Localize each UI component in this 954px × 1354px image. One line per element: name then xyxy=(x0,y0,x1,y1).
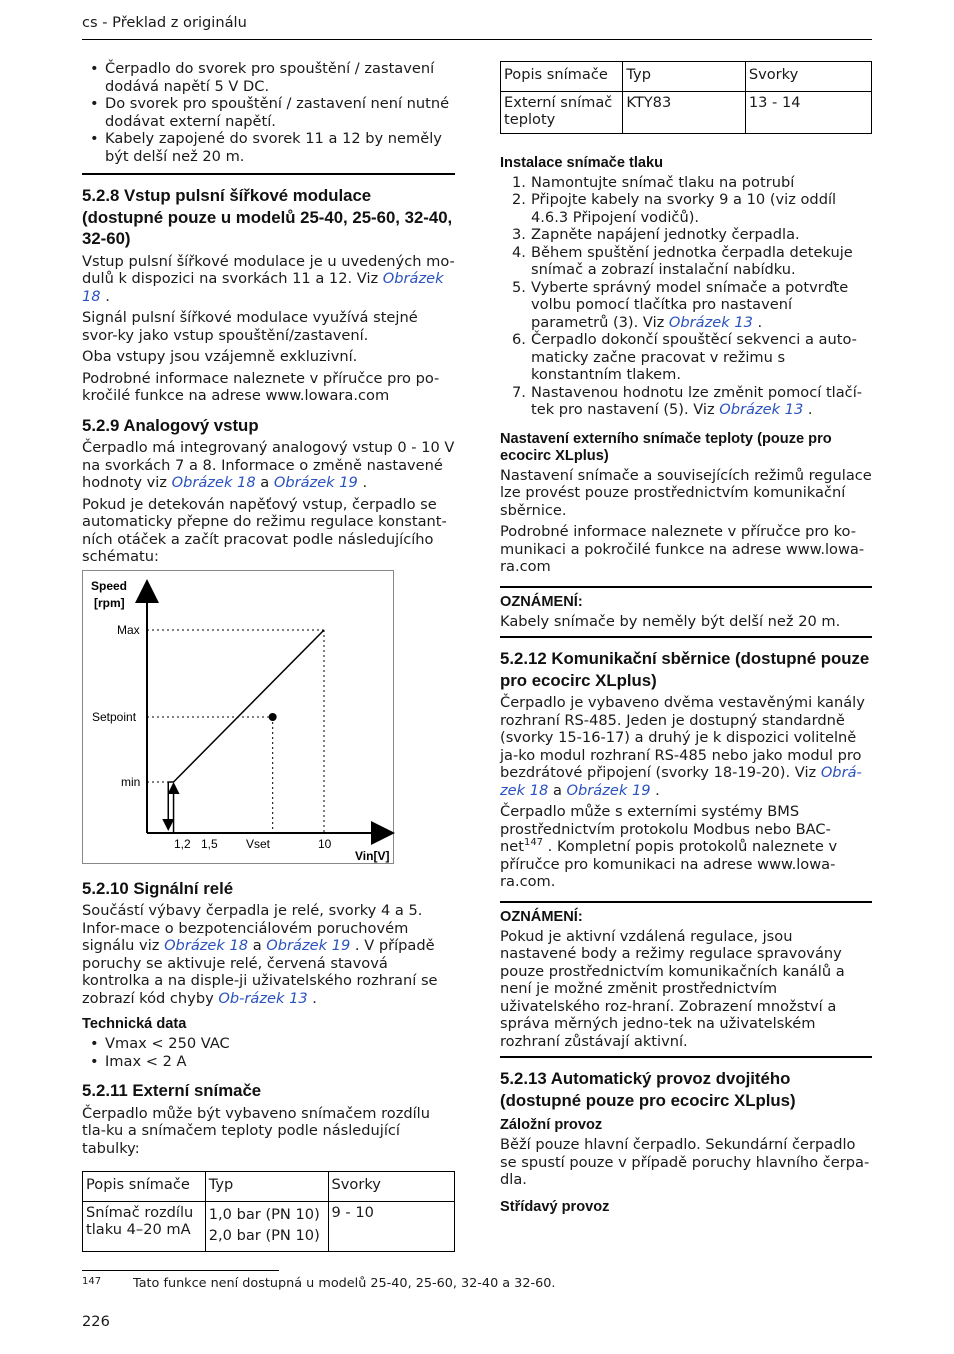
table-cell: 1,0 bar (PN 10) 2,0 bar (PN 10) xyxy=(205,1201,328,1251)
figure-link[interactable]: Obrázek 18 xyxy=(171,474,256,491)
footnote-number: 147 xyxy=(82,1276,102,1287)
section-divider xyxy=(82,173,455,175)
paragraph: Podrobné informace naleznete v příručce pro ko-munikaci a pokročilé funkce na adrese www.lowa-ra.com xyxy=(500,523,865,575)
table-cell: KTY83 xyxy=(623,91,745,133)
paragraph: Čerpadlo může být vybaveno snímačem rozdílu tla-ku a snímačem teploty podle následující tabulky: xyxy=(82,1104,430,1157)
tech-data-list xyxy=(82,1035,455,1070)
section-title-5213: 5.2.13 Automatický provoz dvojitého (dostupné pouze pro ecocirc XLplus) xyxy=(500,1069,796,1110)
install-steps xyxy=(500,174,872,419)
y-tick-min: min xyxy=(121,774,141,789)
paragraph: Součástí výbavy čerpadla je relé, svorky 4 a 5. Infor-mace o bezpotenciálovém poruchovém signálu viz Obrázek 18 a Obrázek 19 . V případě poruchy se aktivuje relé, červená stavová kontrolka a na disple-ji uživatelského rozhraní se zobrazí kód chyby Ob-rázek 13 . xyxy=(82,902,438,1007)
list-item: 2. Připojte kabely na svorky 9 a 10 (viz oddíl 4.6.3 Připojení vodičů). xyxy=(512,191,837,226)
table-row xyxy=(501,91,872,133)
paragraph: Podrobné informace naleznete v příručce pro po-kročilé funkce na adrese www.lowara.com xyxy=(82,369,440,404)
page-number: 226 xyxy=(82,1313,110,1330)
footnote-ref[interactable]: 147 xyxy=(523,837,544,849)
subheading-install: Instalace snímače tlaku xyxy=(500,154,664,171)
figure-link[interactable]: Obrázek 18 xyxy=(82,270,444,305)
notice-text: Kabely snímače by neměly být delší než 20 m. xyxy=(500,612,841,630)
figure-link[interactable]: Obrázek 13 xyxy=(668,313,753,331)
figure-link[interactable]: Obrá-zek 18 xyxy=(500,764,862,799)
paragraph: Oba vstupy jsou vzájemně exkluzivní. xyxy=(82,348,358,365)
list-item: 4. Během spuštění jednotka čerpadla detekuje snímač a zobrazí instalační nabídku. xyxy=(512,243,853,278)
table-header-cell: Svorky xyxy=(328,1172,455,1202)
footnote-rule xyxy=(82,1270,279,1271)
x-axis-label: Vin[V] xyxy=(355,848,390,863)
running-header: cs - Překlad z originálu xyxy=(82,14,247,31)
section-title-5212: 5.2.12 Komunikační sběrnice (dostupné pouze pro ecocirc XLplus) xyxy=(500,649,870,690)
table-header-row xyxy=(501,62,872,92)
section-title-5210: 5.2.10 Signální relé xyxy=(82,878,234,898)
figure-link[interactable]: Obrázek 19 xyxy=(266,937,351,954)
figure-link[interactable]: Obrázek 13 xyxy=(719,401,804,418)
table-header-cell: Popis snímače xyxy=(83,1172,206,1202)
x-tick-1-5: 1,5 xyxy=(201,836,218,851)
section-title-5211: 5.2.11 Externí snímače xyxy=(82,1081,262,1100)
subheading-ext-temp: Nastavení externího snímače teploty (pouze pro ecocirc XLplus) xyxy=(500,430,832,464)
x-tick-vset: Vset xyxy=(246,836,271,851)
table-row xyxy=(83,1201,455,1251)
y-tick-max: Max xyxy=(117,622,140,637)
notice-title: OZNÁMENÍ: xyxy=(500,593,583,610)
figure-link[interactable]: Ob-rázek 13 xyxy=(218,989,308,1007)
intro-bullet-list xyxy=(82,60,455,165)
table-cell: Externí snímač teploty xyxy=(501,91,623,133)
notice-rule-top xyxy=(500,586,872,588)
notice-rule-bottom xyxy=(500,1056,872,1058)
paragraph: Čerpadlo může s externími systémy BMS prostřednictvím protokolu Modbus nebo BAC-net$^{147}$ . Kompletní popis protokolů naleznete v příručce pro komunikaci na adrese www.lowa-ra.com. xyxy=(500,803,838,890)
paragraph: Čerpadlo má integrovaný analogový vstup 0 - 10 V na svorkách 7 a 8. Informace o změně nastavené hodnoty viz Obrázek 18 a Obrázek 19 . xyxy=(82,439,455,491)
y-tick-setpoint: Setpoint xyxy=(92,709,137,724)
temp-sensor-table xyxy=(500,61,872,134)
table-cell: Snímač rozdílu tlaku 4–20 mA xyxy=(83,1201,206,1251)
x-tick-1-2: 1,2 xyxy=(174,836,191,851)
section-title-528: 5.2.8 Vstup pulsní šířkové modulace (dostupné pouze u modelů 25-40, 25-60, 32-40, 32-60) xyxy=(82,186,453,248)
table-cell: 13 - 14 xyxy=(745,91,871,133)
right-column xyxy=(500,61,872,1218)
speed-vin-chart xyxy=(82,570,394,864)
notice-text: Pokud je aktivní vzdálená regulace, jsou nastavené body a režimy regulace spravovány pouze prostřednictvím komunikačních kanálů a není je možné změnit prostřednictvím uživatelského roz-hraní. Zobrazení množství a správa měrných jedno-tek na uživatelském rozhraní zůstávají aktivní. xyxy=(500,927,845,1050)
paragraph: Signál pulsní šířkové modulace využívá stejné svor-ky jako vstup spouštění/zastavení. xyxy=(82,309,418,344)
sensor-table xyxy=(82,1171,455,1252)
notice-rule-top xyxy=(500,901,872,903)
figure-link[interactable]: Obrázek 18 xyxy=(164,937,249,954)
paragraph: Pokud je detekován napěťový vstup, čerpadlo se automaticky přepne do režimu regulace konstant-ních otáček a začít pracovat podle následujícího schématu: xyxy=(82,495,447,565)
list-item: • Čerpadlo do svorek pro spouštění / zastavení dodává napětí 5 V DC. xyxy=(82,60,455,95)
table-header-cell: Svorky xyxy=(745,62,871,92)
figure-link[interactable]: Obrázek 19 xyxy=(273,474,358,491)
list-item: • Kabely zapojené do svorek 11 a 12 by neměly být delší než 20 m. xyxy=(82,130,455,165)
paragraph: Běží pouze hlavní čerpadlo. Sekundární čerpadlo se spustí pouze v případě poruchy hlavního čerpa-dla. xyxy=(500,1136,870,1188)
paragraph: Vstup pulsní šířkové modulace je u uvedených mo-dulů k dispozici na svorkách 11 a 12. Viz Obrázek 18 . xyxy=(82,252,455,305)
y-axis-label: Speed xyxy=(91,578,128,593)
subheading-backup: Záložní provoz xyxy=(500,1117,603,1133)
table-header-row xyxy=(83,1172,455,1202)
notice-rule-bottom xyxy=(500,636,872,638)
list-item: 6. Čerpadlo dokončí spouštěcí sekvenci a auto-maticky začne pracovat v režimu s konstantním tlakem. xyxy=(512,331,857,383)
list-item: 7. Nastavenou hodnotu lze změnit pomocí tlačí-tek pro nastavení (5). Viz Obrázek 13 . xyxy=(512,383,863,418)
header-rule xyxy=(82,39,872,40)
left-column xyxy=(82,60,455,1252)
table-header-cell: Typ xyxy=(205,1172,328,1202)
list-item: 1. Namontujte snímač tlaku na potrubí xyxy=(512,173,795,191)
list-item: • Vmax < 250 VAC xyxy=(82,1035,455,1053)
figure-link[interactable]: Obrázek 19 xyxy=(566,781,651,799)
table-cell: 9 - 10 xyxy=(328,1201,455,1251)
subheading-alternating: Střídavý provoz xyxy=(500,1198,610,1215)
list-item: 5. Vyberte správný model snímače a potvrďte volbu pomocí tlačítka pro nastavení parametrů (3). Viz Obrázek 13 . xyxy=(512,278,849,331)
speed-line xyxy=(174,630,324,782)
paragraph: Nastavení snímače a souvisejících režimů regulace lze provést pouze prostřednictvím komunikační sběrnice. xyxy=(500,466,872,519)
table-header-cell: Typ xyxy=(623,62,745,92)
list-item: • Do svorek pro spouštění / zastavení není nutné dodávat externí napětí. xyxy=(82,95,455,130)
subheading-tech-data: Technická data xyxy=(82,1016,187,1032)
table-header-cell: Popis snímače xyxy=(501,62,623,92)
notice-title: OZNÁMENÍ: xyxy=(500,908,583,925)
setpoint-marker xyxy=(269,713,277,721)
section-title-529: 5.2.9 Analogový vstup xyxy=(82,415,259,435)
paragraph: Čerpadlo je vybaveno dvěma vestavěnými kanály rozhraní RS-485. Jeden je dostupný standardně (svorky 15-16-17) a druhý je k dispozici volitelně ja-ko modul rozhraní RS-485 nebo jako modul pro bezdrátové připojení (svorky 18-19-20). Viz Obrá-zek 18 a Obrázek 19 . xyxy=(500,694,865,799)
footnote-text: Tato funkce není dostupná u modelů 25-40, 25-60, 32-40 a 32-60. xyxy=(133,1276,556,1291)
x-tick-10: 10 xyxy=(318,836,332,851)
list-item: • Imax < 2 A xyxy=(82,1053,455,1071)
list-item: 3. Zapněte napájení jednotky čerpadla. xyxy=(512,226,800,243)
chart-svg xyxy=(83,571,395,865)
y-axis-unit: [rpm] xyxy=(94,595,125,610)
